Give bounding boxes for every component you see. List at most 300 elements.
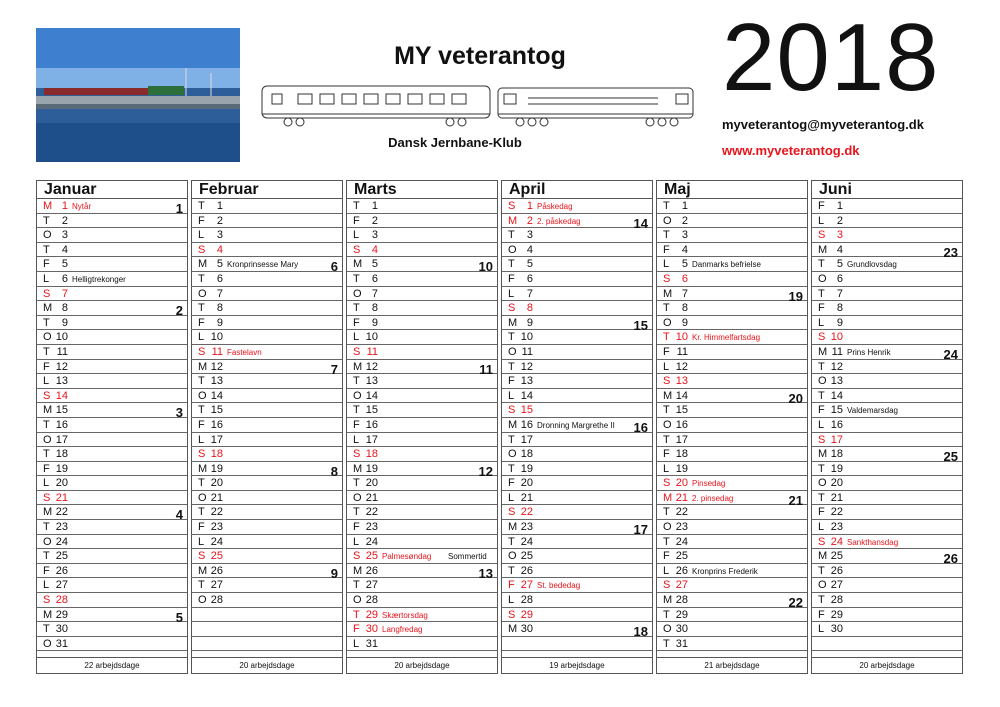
weekday-letter: F xyxy=(43,564,50,577)
weekday-letter: F xyxy=(663,243,670,256)
day-row xyxy=(37,476,187,491)
day-number: 1 xyxy=(526,200,533,212)
workdays-count: 20 arbejdsdage xyxy=(347,657,497,673)
day-number: 3 xyxy=(61,229,68,242)
day-row xyxy=(812,257,962,272)
day-number: 21 xyxy=(210,491,223,504)
day-row xyxy=(37,418,187,433)
day-row xyxy=(657,476,807,491)
day-row xyxy=(192,608,342,623)
holiday-note: Skærtorsdag xyxy=(382,610,428,620)
weekday-letter: F xyxy=(198,521,205,534)
day-row xyxy=(347,287,497,302)
day-number: 25 xyxy=(830,550,843,563)
day-number: 17 xyxy=(520,433,533,446)
day-row xyxy=(502,637,652,652)
weekday-letter: T xyxy=(198,579,205,592)
weekday-letter: M xyxy=(198,360,208,373)
day-row xyxy=(657,316,807,331)
day-row xyxy=(657,549,807,564)
week-number: 19 xyxy=(788,288,803,304)
day-number: 21 xyxy=(675,491,688,504)
weekday-letter: F xyxy=(663,345,670,358)
weekday-letter: L xyxy=(508,287,515,300)
weekday-letter: T xyxy=(43,623,50,636)
weekday-letter: F xyxy=(353,418,360,431)
weekday-letter: T xyxy=(43,550,50,563)
day-row xyxy=(502,564,652,579)
day-row xyxy=(37,301,187,319)
day-number: 19 xyxy=(55,462,68,475)
day-number: 1 xyxy=(681,200,688,212)
day-row xyxy=(347,360,497,375)
weekday-letter: T xyxy=(353,608,360,621)
weekday-letter: M xyxy=(508,316,518,329)
day-row xyxy=(812,243,962,258)
day-row xyxy=(657,637,807,652)
weekday-letter: O xyxy=(353,287,362,300)
day-number: 13 xyxy=(210,375,223,388)
weekday-letter: L xyxy=(43,579,50,592)
weekday-letter: T xyxy=(43,214,50,227)
weekday-letter: F xyxy=(353,316,360,329)
day-number: 23 xyxy=(365,521,378,534)
weekday-letter: M xyxy=(353,360,363,373)
day-row xyxy=(192,593,342,608)
month-februar xyxy=(191,180,343,674)
day-number: 15 xyxy=(675,404,688,417)
day-row xyxy=(657,199,807,214)
weekday-letter: S xyxy=(43,389,51,402)
holiday-note: Påskedag xyxy=(537,202,573,211)
day-number: 15 xyxy=(365,404,378,417)
day-row xyxy=(502,476,652,491)
day-number: 2 xyxy=(371,214,378,227)
day-number: 24 xyxy=(520,535,533,548)
weekday-letter: O xyxy=(818,579,827,592)
day-row xyxy=(502,578,652,593)
day-row xyxy=(502,316,652,331)
day-number: 10 xyxy=(210,331,223,344)
day-number: 5 xyxy=(216,258,223,271)
day-number: 11 xyxy=(676,345,688,358)
header-photo xyxy=(36,28,240,162)
year-heading: 2018 xyxy=(722,4,940,111)
weekday-letter: M xyxy=(508,521,518,534)
weekday-letter: T xyxy=(198,302,205,315)
day-row xyxy=(657,243,807,258)
weekday-letter: L xyxy=(663,258,670,271)
day-number: 3 xyxy=(836,229,843,242)
weekday-letter: M xyxy=(508,418,518,431)
day-number: 30 xyxy=(520,623,533,636)
weekday-letter: S xyxy=(508,506,516,519)
day-number: 14 xyxy=(520,389,533,402)
weekday-letter: F xyxy=(663,550,670,563)
day-number: 29 xyxy=(365,608,378,621)
day-row xyxy=(657,360,807,375)
weekday-letter: O xyxy=(818,477,827,490)
day-row xyxy=(37,462,187,477)
month-juni xyxy=(811,180,963,674)
day-row xyxy=(812,564,962,579)
day-number: 26 xyxy=(520,564,533,577)
day-number: 8 xyxy=(681,302,688,315)
weekday-letter: T xyxy=(198,477,205,490)
weekday-letter: T xyxy=(43,243,50,256)
club-name: Dansk Jernbane-Klub xyxy=(388,135,522,150)
day-row xyxy=(657,447,807,462)
day-row xyxy=(502,360,652,375)
day-number: 31 xyxy=(365,637,378,650)
weekday-letter: T xyxy=(818,287,825,300)
weekday-letter: S xyxy=(43,287,51,300)
day-row xyxy=(812,433,962,448)
day-row xyxy=(812,272,962,287)
day-number: 9 xyxy=(61,316,68,329)
day-number: 30 xyxy=(830,623,843,636)
day-row xyxy=(192,345,342,360)
holiday-note: Kr. Himmelfartsdag xyxy=(692,333,761,343)
week-number: 16 xyxy=(633,419,648,435)
weekday-letter: L xyxy=(663,564,670,577)
day-number: 24 xyxy=(830,535,843,548)
weekday-letter: T xyxy=(353,579,360,592)
holiday-note: Palmesøndag xyxy=(382,552,432,562)
day-number: 19 xyxy=(210,462,223,475)
weekday-letter: S xyxy=(818,433,826,446)
day-row xyxy=(812,374,962,389)
day-number: 20 xyxy=(520,477,533,490)
train-drawing xyxy=(258,74,698,132)
week-number: 10 xyxy=(478,259,493,275)
weekday-letter: T xyxy=(353,506,360,519)
weekday-letter: M xyxy=(818,550,828,563)
day-number: 25 xyxy=(210,550,223,563)
day-number: 20 xyxy=(55,477,68,490)
day-number: 6 xyxy=(836,272,843,285)
day-row xyxy=(37,272,187,287)
day-number: 29 xyxy=(520,608,533,621)
day-number: 29 xyxy=(830,608,843,621)
day-number: 6 xyxy=(371,272,378,285)
day-number: 25 xyxy=(520,550,533,563)
day-number: 27 xyxy=(365,579,378,592)
workdays-count: 21 arbejdsdage xyxy=(657,657,807,673)
day-number: 23 xyxy=(675,521,688,534)
month-title: April xyxy=(502,181,652,199)
day-row xyxy=(37,243,187,258)
weekday-letter: O xyxy=(818,375,827,388)
weekday-letter: T xyxy=(818,564,825,577)
day-row xyxy=(347,578,497,593)
day-number: 2 xyxy=(681,214,688,227)
day-number: 12 xyxy=(365,360,378,373)
day-number: 4 xyxy=(216,243,223,256)
weekday-letter: O xyxy=(198,389,207,402)
weekday-letter: T xyxy=(353,302,360,315)
holiday-note-2: Sommertid xyxy=(448,552,487,562)
weekday-letter: M xyxy=(43,302,53,315)
weekday-letter: S xyxy=(198,345,206,358)
day-number: 6 xyxy=(61,272,68,285)
day-number: 22 xyxy=(520,506,533,519)
day-row xyxy=(192,374,342,389)
day-row xyxy=(657,535,807,550)
holiday-note: Valdemarsdag xyxy=(847,406,898,416)
day-number: 28 xyxy=(520,594,533,607)
day-number: 14 xyxy=(830,389,843,402)
weekday-letter: M xyxy=(663,491,673,504)
day-number: 1 xyxy=(836,200,843,212)
day-number: 24 xyxy=(210,535,223,548)
weekday-letter: O xyxy=(508,345,517,358)
week-number: 4 xyxy=(175,507,183,523)
week-number: 11 xyxy=(479,361,493,377)
day-number: 11 xyxy=(366,345,378,358)
holiday-note: Helligtrekonger xyxy=(72,274,126,284)
weekday-letter: F xyxy=(818,302,825,315)
day-number: 25 xyxy=(365,550,378,563)
weekday-letter: F xyxy=(818,200,825,212)
day-row xyxy=(657,491,807,506)
day-number: 20 xyxy=(830,477,843,490)
day-row xyxy=(502,228,652,243)
day-number: 2 xyxy=(61,214,68,227)
day-row xyxy=(347,520,497,535)
day-row xyxy=(192,462,342,477)
day-row xyxy=(502,418,652,433)
day-row xyxy=(502,345,652,360)
weekday-letter: T xyxy=(663,433,670,446)
weekday-letter: L xyxy=(353,433,360,446)
day-row xyxy=(657,564,807,579)
weekday-letter: O xyxy=(43,229,52,242)
day-number: 30 xyxy=(365,623,378,636)
day-row xyxy=(657,214,807,229)
day-number: 11 xyxy=(211,345,223,358)
day-row xyxy=(347,330,497,345)
page-title: MY veterantog xyxy=(394,42,566,70)
day-number: 2 xyxy=(216,214,223,227)
day-number: 12 xyxy=(675,360,688,373)
weekday-letter: L xyxy=(353,229,360,242)
weekday-letter: F xyxy=(43,462,50,475)
day-row xyxy=(657,345,807,360)
day-number: 28 xyxy=(365,594,378,607)
day-row xyxy=(502,301,652,316)
day-number: 13 xyxy=(55,375,68,388)
day-row xyxy=(347,403,497,418)
day-row xyxy=(192,403,342,418)
website-link[interactable]: www.myveterantog.dk xyxy=(722,143,860,158)
day-row xyxy=(657,433,807,448)
day-number: 17 xyxy=(830,433,843,446)
weekday-letter: T xyxy=(818,360,825,373)
day-number: 1 xyxy=(371,200,378,212)
weekday-letter: O xyxy=(43,433,52,446)
day-number: 23 xyxy=(210,521,223,534)
day-row xyxy=(812,330,962,345)
day-number: 16 xyxy=(210,418,223,431)
day-number: 28 xyxy=(675,594,688,607)
weekday-letter: F xyxy=(198,316,205,329)
day-row xyxy=(347,462,497,477)
day-number: 14 xyxy=(365,389,378,402)
day-number: 5 xyxy=(526,258,533,271)
weekday-letter: M xyxy=(353,462,363,475)
weekday-letter: F xyxy=(508,375,515,388)
day-row xyxy=(347,476,497,491)
day-row xyxy=(37,622,187,637)
day-row xyxy=(192,491,342,506)
day-number: 25 xyxy=(675,550,688,563)
day-number: 13 xyxy=(520,375,533,388)
weekday-letter: T xyxy=(663,302,670,315)
day-row xyxy=(347,257,497,275)
weekday-letter: S xyxy=(353,448,361,461)
weekday-letter: O xyxy=(508,243,517,256)
day-row xyxy=(812,578,962,593)
day-row xyxy=(37,228,187,243)
week-number: 1 xyxy=(175,201,183,216)
day-row xyxy=(347,433,497,448)
day-row xyxy=(192,520,342,535)
weekday-letter: T xyxy=(663,637,670,650)
weekday-letter: O xyxy=(353,389,362,402)
day-number: 4 xyxy=(61,243,68,256)
day-number: 9 xyxy=(836,316,843,329)
day-row xyxy=(657,608,807,623)
day-number: 27 xyxy=(675,579,688,592)
weekday-letter: S xyxy=(353,550,361,563)
day-number: 28 xyxy=(55,594,68,607)
day-row xyxy=(812,287,962,302)
weekday-letter: T xyxy=(353,375,360,388)
day-number: 7 xyxy=(216,287,223,300)
day-row xyxy=(37,257,187,272)
weekday-letter: L xyxy=(508,389,515,402)
day-row xyxy=(347,389,497,404)
weekday-letter: T xyxy=(508,433,515,446)
day-row xyxy=(812,228,962,243)
month-title: Juni xyxy=(812,181,962,199)
weekday-letter: T xyxy=(353,477,360,490)
holiday-note: Prins Henrik xyxy=(847,347,891,357)
day-number: 15 xyxy=(210,404,223,417)
weekday-letter: L xyxy=(818,214,825,227)
weekday-letter: S xyxy=(198,448,206,461)
day-row xyxy=(347,491,497,506)
day-number: 11 xyxy=(521,345,533,358)
week-number: 8 xyxy=(330,463,338,479)
day-row xyxy=(192,272,342,287)
weekday-letter: T xyxy=(198,404,205,417)
day-row xyxy=(37,535,187,550)
day-row xyxy=(37,287,187,302)
day-number: 21 xyxy=(55,491,68,504)
day-row xyxy=(657,505,807,520)
weekday-letter: L xyxy=(353,535,360,548)
day-row xyxy=(657,593,807,611)
weekday-letter: S xyxy=(353,243,361,256)
weekday-letter: S xyxy=(818,331,826,344)
month-maj xyxy=(656,180,808,674)
weekday-letter: T xyxy=(508,258,515,271)
week-number: 12 xyxy=(478,463,493,479)
day-row xyxy=(37,578,187,593)
weekday-letter: S xyxy=(198,243,206,256)
weekday-letter: T xyxy=(198,200,205,212)
day-row xyxy=(347,418,497,433)
day-row xyxy=(812,345,962,360)
day-row xyxy=(192,199,342,214)
day-row xyxy=(37,549,187,564)
day-row xyxy=(812,535,962,550)
day-number: 16 xyxy=(675,418,688,431)
holiday-note: Kronprinsesse Mary xyxy=(227,260,299,270)
weekday-letter: O xyxy=(508,550,517,563)
email-link[interactable]: myveterantog@myveterantog.dk xyxy=(722,117,924,132)
day-row xyxy=(37,214,187,229)
day-row xyxy=(657,287,807,302)
holiday-note: 2. pinsedag xyxy=(692,493,734,503)
day-number: 16 xyxy=(830,418,843,431)
day-row xyxy=(347,199,497,214)
weekday-letter: T xyxy=(663,200,670,212)
day-row xyxy=(812,199,962,214)
day-number: 7 xyxy=(836,287,843,300)
day-number: 29 xyxy=(675,608,688,621)
day-number: 7 xyxy=(371,287,378,300)
day-row xyxy=(192,447,342,462)
day-number: 24 xyxy=(365,535,378,548)
day-row xyxy=(657,301,807,316)
day-number: 1 xyxy=(61,200,68,212)
day-row xyxy=(812,316,962,331)
day-row xyxy=(37,564,187,579)
day-number: 26 xyxy=(55,564,68,577)
day-row xyxy=(347,316,497,331)
holiday-note: Kronprins Frederik xyxy=(692,566,758,576)
day-number: 24 xyxy=(675,535,688,548)
day-row xyxy=(347,228,497,243)
day-number: 18 xyxy=(675,448,688,461)
holiday-note: Langfredag xyxy=(382,625,423,635)
day-number: 7 xyxy=(61,287,68,300)
weekday-letter: F xyxy=(353,521,360,534)
day-row xyxy=(657,622,807,637)
day-row xyxy=(657,403,807,418)
weekday-letter: M xyxy=(663,389,673,402)
day-number: 27 xyxy=(55,579,68,592)
workdays-count: 22 arbejdsdage xyxy=(37,657,187,673)
week-number: 6 xyxy=(330,259,338,275)
day-row xyxy=(502,330,652,345)
day-number: 6 xyxy=(681,272,688,285)
weekday-letter: O xyxy=(43,535,52,548)
week-number: 25 xyxy=(943,449,958,465)
weekday-letter: L xyxy=(198,331,205,344)
weekday-letter: T xyxy=(43,345,50,358)
weekday-letter: F xyxy=(663,448,670,461)
day-number: 26 xyxy=(210,564,223,577)
day-row xyxy=(347,505,497,520)
weekday-letter: O xyxy=(43,637,52,650)
day-number: 15 xyxy=(55,404,68,417)
weekday-letter: F xyxy=(353,214,360,227)
day-row xyxy=(192,418,342,433)
